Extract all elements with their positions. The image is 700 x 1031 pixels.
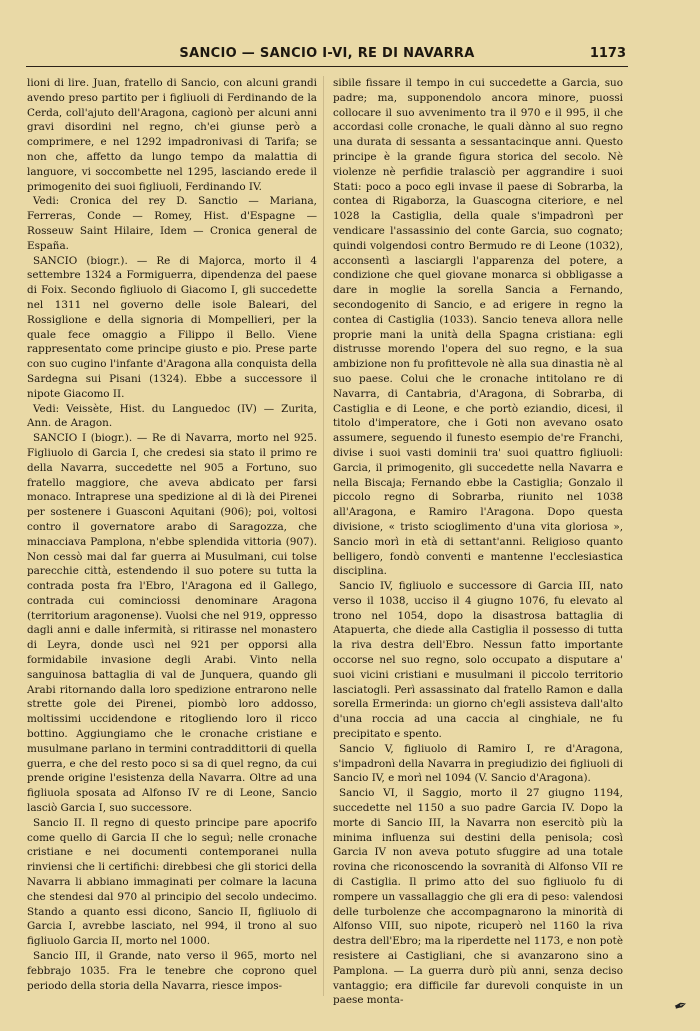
running-header [26, 44, 628, 67]
left-column [27, 76, 317, 996]
paragraph: Vedi: Veissète, Hist. du Languedoc (IV) — Zurita, Ann. de Aragon. [27, 402, 317, 430]
paragraph: Sancio VI, il Saggio, morto il 27 giugno 1194, succedette nel 1150 a suo padre Garcia IV. Dopo la morte di Sancio III, la Navarra non esercitò più la minima influenza sui destini della penisola; così Garcia IV non aveva potuto sfuggire ad una totale rovina che riconoscendo la sovranità di Alfonso VII re di Castiglia. Il primo atto del suo figliuolo fu di rompere un vassallaggio che gli era di peso: valendosi delle turbolenze che accompagnarono la minorità di Alfonso VIII, suo nipote, ricuperò nel 1160 la riva destra dell'Ebro; ma la riperdette nel 1173, e non potè resistere ai Castigliani, che si avanzarono sino a Pamplona. — La guerra durò più anni, senza deciso vantaggio; era difficile far durevoli conquiste in un paese monta- [333, 787, 623, 1007]
paragraph: Sancio V, figliuolo di Ramiro I, re d'Aragona, s'impadronì della Navarra in pregiudizio dei figliuoli di Sancio IV, e morì nel 1094 (V. Sancio d'Aragona). [333, 742, 623, 785]
paragraph: lioni di lire. Juan, fratello di Sancio, con alcuni grandi avendo preso partito per i figliuoli di Ferdinando de la Cerda, coll'ajuto dell'Aragona, cagionò per alcuni anni gravi disordini nel regno, ch'ei giunse però a comprimere, e nel 1292 impadronivasi di Tarifa; se non che, affetto da lungo tempo da malattia di languore, vi soccombette nel 1295, lasciando erede il primogenito dei suoi figliuoli, Ferdinando IV. [27, 77, 317, 193]
page-number: 1173 [589, 46, 626, 61]
header-title: SANCIO — SANCIO I-VI, RE DI NAVARRA [179, 46, 475, 61]
paragraph: SANCIO (biogr.). — Re di Majorca, morto il 4 settembre 1324 a Formiguerra, dipendenza del paese di Foix. Secondo figliuolo di Giacomo I, gli succedette nel 1311 nel governo delle isole Baleari, del Rossiglione e della signoria di Mompellieri, per la quale fece omaggio a Filippo il Bello. Viene rappresentato come principe giusto e pio. Prese parte con suo cugino l'infante d'Aragona alla conquista della Sardegna sui Pisani (1324). Ebbe a successore il nipote Giacomo II. [27, 254, 317, 400]
column-divider [323, 76, 324, 996]
paragraph: sibile fissare il tempo in cui succedette a Garcia, suo padre; ma, supponendolo ancora minore, puossi collocare il suo avvenimento tra il 970 e il 995, il che accordasi colle cronache, le quali dànno al suo regno una durata di sessanta a sessantacinque anni. Questo principe è la grande figura storica del secolo. Nè violenze nè perfidie tralasciò per aggrandire i suoi Stati: poco a poco egli invase il paese di Sobrarba, la contea di Rigaborza, la Guascogna citeriore, e nel 1028 la Castiglia, della quale s'impadronì per vendicare l'assassinio del conte Garcia, suo cognato; quindi volgendosi contro Bermudo re di Leone (1032), acconsentì a lasciargli l'apparenza del potere, a condizione che quel giovane monarca si obbligasse a dare in moglie la sorella Sancia a Fernando, secondogenito di Sancio, e ad erigere in regno la contea di Castiglia (1033). Sancio teneva allora nelle proprie mani la unità della Spagna cristiana: egli distrusse morendo l'opera del suo regno, e la sua ambizione non fu profittevole nè alla sua dinastia nè al suo paese. Colui che le cronache intitolano re di Navarra, di Cantabria, d'Aragona, di Sobrarba, di Castiglia e di Leone, e che portò eziandio, dicesi, il titolo d'imperatore, che i Goti non avevano osato assumere, seguendo il funesto esempio de're Franchi, divise i suoi vasti dominii tra' suoi quattro figliuoli: Garcia, il primogenito, gli succedette nella Navarra e nella Biscaja; Fernando ebbe la Castiglia; Gonzalo il piccolo regno di Sobrarba, riunito nel 1038 all'Aragona, e Ramiro l'Aragona. Dopo questa divisione, « tristo scioglimento d'una vita gloriosa », Sancio morì in età di settant'anni. Religioso quanto belligero, fondò conventi e mantenne l'ecclesiastica disciplina. [333, 77, 623, 578]
paragraph: Sancio III, il Grande, nato verso il 965, morto nel febbrajo 1035. Fra le tenebre che coprono quel periodo della storia della Navarra, riesce impos- [27, 950, 317, 992]
paragraph: Vedi: Cronica del rey D. Sanctio — Mariana, Ferreras, Conde — Romey, Hist. d'Espagne — Rosseuw Saint Hilaire, Idem — Cronica general de España. [27, 195, 317, 252]
right-column [333, 76, 623, 1007]
paragraph: SANCIO I (biogr.). — Re di Navarra, morto nel 925. Figliuolo di Garcia I, che credesi sia stato il primo re della Navarra, succedette nel 905 a Fortuno, suo fratello maggiore, che aveva abdicato per farsi monaco. Intraprese una spedizione al di là dei Pirenei per sostenere i Guasconi Aquitani (906); poi, voltosi contro il governatore arabo di Saragozza, che minacciava Pamplona, n'ebbe splendida vittoria (907). Non cessò mai dal far guerra ai Musulmani, cui tolse parecchie città, estendendo il suo potere su tutta la contrada posta fra l'Ebro, l'Aragona ed il Gallego, contrada cui cominciossi denominare Aragona (territorium aragonense). Vuolsi che nel 919, oppresso dagli anni e dalle infermità, si ritirasse nel monastero di Leyra, donde uscì nel 921 per opporsi alla formidabile invasione degli Arabi. Vinto nella sanguinosa battaglia di val de Junquera, quando gli Arabi ritornando dalla loro spedizione entrarono nelle strette gole dei Pirenei, piombò loro addosso, moltissimi uccidendone e ritogliendo loro il ricco bottino. Aggiungiamo che le cronache cristiane e musulmane parlano in termini contraddittorii di quella guerra, e che del resto poco si sa di quel regno, da cui prende origine l'esistenza della Navarra. Oltre ad una figliuola sposata ad Alfonso IV re di Leone, Sancio lasciò Garcia I, suo successore. [27, 432, 317, 815]
paragraph: Sancio IV, figliuolo e successore di Garcia III, nato verso il 1038, ucciso il 4 giugno 1076, fu elevato al trono nel 1054, dopo la disastrosa battaglia di Atapuerta, che diede alla Castiglia il possesso di tutta la riva destra dell'Ebro. Nessun fatto importante occorse nel suo regno, solo occupato a disputare a' suoi vicini cristiani e musulmani il piccolo territorio lasciatogli. Perì assassinato dal fratello Ramon e dalla sorella Ermerinda: un giorno ch'egli assisteva dall'alto d'una roccia ad una caccia al cinghiale, ne fu precipitato e spento. [333, 580, 623, 741]
paragraph: Sancio II. Il regno di questo principe pare apocrifo come quello di Garcia II che lo seguì; nelle cronache cristiane e nei documenti contemporanei nulla rinviensi che li certifichi: direbbesi che gli storici della Navarra li abbiano immaginati per colmare la lacuna che stendesi dal 970 al principio del secolo undecimo. Stando a quanto essi dicono, Sancio II, figliuolo di Garcia I, avrebbe lasciato, nel 994, il trono al suo figliuolo Garcia II, morto nel 1000. [27, 816, 317, 948]
pen-mark-icon: ✒ [671, 994, 691, 1017]
